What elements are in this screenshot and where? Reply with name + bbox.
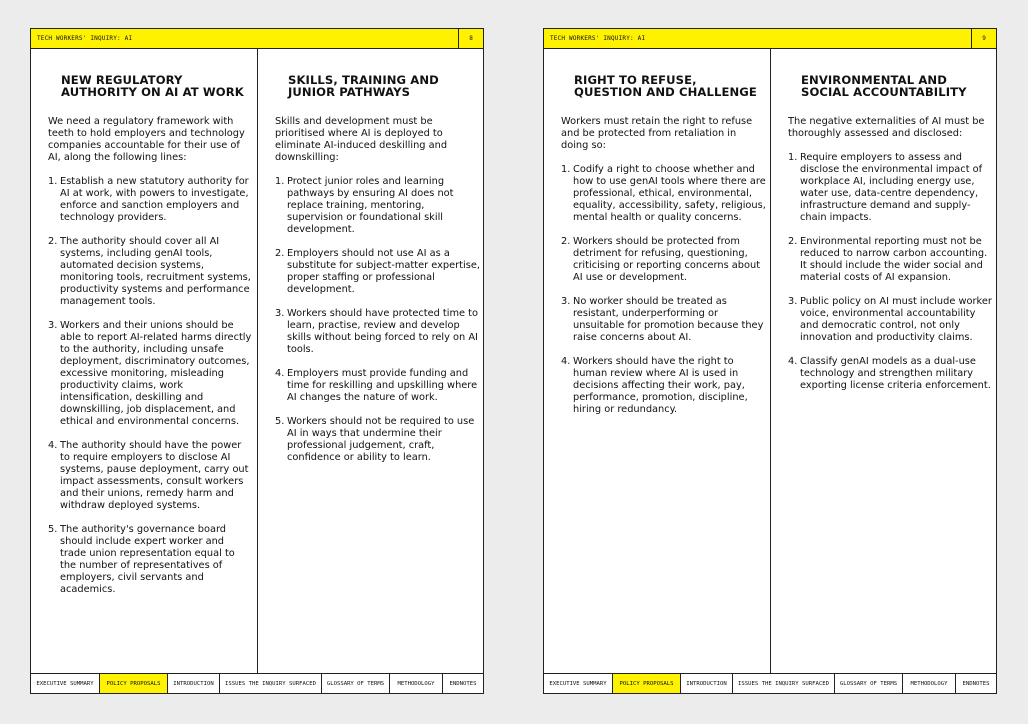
list-item	[275, 248, 480, 296]
section-nav	[31, 673, 483, 693]
nav-tab-policy-proposals[interactable]: POLICY PROPOSALS	[613, 674, 681, 693]
list-item	[561, 164, 766, 224]
list-item	[788, 236, 993, 284]
item-text: Public policy on AI must include worker voice, environmental accountability and democratic control, not only innovation and productivity claims.	[800, 296, 992, 343]
item-text: Establish a new statutory authority for AI at work, with powers to investigate, enforce and sanction employers and technology providers.	[60, 176, 249, 223]
item-number: 3.	[788, 296, 798, 307]
section-intro: Workers must retain the right to refuse and be protected from retaliation in doing so:	[561, 116, 753, 151]
item-number: 2.	[561, 236, 571, 247]
proposal-list	[48, 176, 253, 596]
column-environmental-accountability	[770, 48, 996, 674]
report-title: TECH WORKERS' INQUIRY: AI	[37, 35, 133, 42]
item-number: 3.	[48, 320, 58, 331]
item-number: 5.	[48, 524, 58, 535]
nav-tab-executive-summary[interactable]: EXECUTIVE SUMMARY	[31, 674, 100, 693]
list-item	[275, 368, 480, 404]
item-text: Workers should not be required to use AI in ways that undermine their professional judgement, craft, confidence or ability to learn.	[287, 416, 475, 463]
item-number: 3.	[561, 296, 571, 307]
page-header	[31, 29, 483, 49]
section-body	[788, 116, 993, 404]
section-body	[275, 116, 480, 476]
list-item	[561, 236, 766, 284]
column-regulatory-authority	[31, 48, 257, 674]
item-number: 4.	[48, 440, 58, 451]
item-text: Workers should have the right to human review where AI is used in decisions affecting their work, pay, performance, promotion, discipline, hiring or redundancy.	[573, 356, 748, 415]
nav-tab-policy-proposals[interactable]: POLICY PROPOSALS	[100, 674, 168, 693]
section-heading: RIGHT TO REFUSE, QUESTION AND CHALLENGE	[574, 73, 757, 99]
item-number: 4.	[561, 356, 571, 367]
list-item	[275, 416, 480, 464]
item-text: Workers should be protected from detriment for refusing, questioning, criticising or reporting concerns about AI use or development.	[573, 236, 761, 283]
nav-tab-endnotes[interactable]: ENDNOTES	[449, 680, 477, 687]
list-item	[48, 440, 253, 512]
column-right-to-refuse	[544, 48, 770, 674]
item-number: 4.	[275, 368, 285, 379]
page-left	[30, 28, 484, 694]
list-item	[48, 236, 253, 308]
nav-tab-methodology[interactable]: METHODOLOGY	[390, 674, 443, 693]
nav-tab-issues[interactable]: ISSUES THE INQUIRY SURFACED	[733, 674, 835, 693]
list-item	[788, 296, 993, 344]
page-columns	[544, 48, 996, 674]
item-number: 1.	[275, 176, 285, 187]
section-nav	[544, 673, 996, 693]
item-text: The authority should cover all AI systems, including genAI tools, automated decision systems, monitoring tools, recruitment systems, productivity systems and performance management tools.	[60, 236, 251, 307]
list-item	[788, 152, 993, 224]
item-number: 1.	[561, 164, 571, 175]
proposal-list	[788, 152, 993, 392]
item-text: The authority's governance board should include expert worker and trade union representation equal to the number of representatives of employers, civil servants and academics.	[60, 524, 235, 595]
list-item	[275, 308, 480, 356]
column-skills-training	[257, 48, 483, 674]
item-number: 1.	[48, 176, 58, 187]
section-intro: We need a regulatory framework with teeth to hold employers and technology companies accountable for their use of AI, along the following lines:	[48, 116, 245, 163]
section-body	[48, 116, 253, 608]
list-item	[48, 176, 253, 224]
proposal-list	[275, 176, 480, 464]
item-text: Workers should have protected time to learn, practise, review and develop skills without being forced to rely on AI tools.	[287, 308, 479, 355]
item-number: 2.	[48, 236, 58, 247]
item-number: 2.	[788, 236, 798, 247]
section-body	[561, 116, 766, 428]
item-number: 2.	[275, 248, 285, 259]
page-header	[544, 29, 996, 49]
page-number: 8	[458, 29, 483, 48]
section-heading: ENVIRONMENTAL AND SOCIAL ACCOUNTABILITY	[801, 73, 967, 99]
nav-tab-methodology[interactable]: METHODOLOGY	[903, 674, 956, 693]
nav-tab-introduction[interactable]: INTRODUCTION	[681, 674, 733, 693]
item-number: 4.	[788, 356, 798, 367]
item-text: Employers must provide funding and time for reskilling and upskilling where AI changes the nature of work.	[287, 368, 478, 403]
report-title: TECH WORKERS' INQUIRY: AI	[550, 35, 646, 42]
nav-tab-endnotes[interactable]: ENDNOTES	[962, 680, 990, 687]
section-intro: Skills and development must be prioritised where AI is deployed to eliminate AI-induced deskilling and downskilling:	[275, 116, 448, 163]
list-item	[561, 356, 766, 416]
item-text: Protect junior roles and learning pathways by ensuring AI does not replace training, mentoring, supervision or foundational skill development.	[287, 176, 454, 235]
page-columns	[31, 48, 483, 674]
item-number: 3.	[275, 308, 285, 319]
item-number: 1.	[788, 152, 798, 163]
list-item	[561, 296, 766, 344]
list-item	[48, 320, 253, 428]
section-heading: SKILLS, TRAINING AND JUNIOR PATHWAYS	[288, 73, 439, 99]
nav-tab-glossary[interactable]: GLOSSARY OF TERMS	[835, 674, 903, 693]
item-number: 5.	[275, 416, 285, 427]
page-number: 9	[971, 29, 996, 48]
nav-tab-executive-summary[interactable]: EXECUTIVE SUMMARY	[544, 674, 613, 693]
nav-tab-issues[interactable]: ISSUES THE INQUIRY SURFACED	[220, 674, 322, 693]
nav-tab-introduction[interactable]: INTRODUCTION	[168, 674, 220, 693]
item-text: Employers should not use AI as a substitute for subject-matter expertise, proper staffing or professional development.	[287, 248, 480, 295]
list-item	[788, 356, 993, 392]
item-text: Workers and their unions should be able to report AI-related harms directly to the authority, including unsafe deployment, discriminatory outcomes, excessive monitoring, misleading productivity claims, work intensification, deskilling and downskilling, job displacement, and ethical and environmental concerns.	[60, 320, 252, 427]
section-heading: NEW REGULATORY AUTHORITY ON AI AT WORK	[61, 73, 244, 99]
item-text: The authority should have the power to require employers to disclose AI systems, pause deployment, carry out impact assessments, consult workers and their unions, remedy harm and withdraw deployed systems.	[60, 440, 249, 511]
item-text: Classify genAI models as a dual-use technology and strengthen military exporting license criteria enforcement.	[800, 356, 991, 391]
item-text: No worker should be treated as resistant, underperforming or unsuitable for promotion because they raise concerns about AI.	[573, 296, 764, 343]
item-text: Codify a right to choose whether and how to use genAI tools where there are professional, ethical, environmental, equality, accessibility, safety, religious, mental health or quality concerns.	[573, 164, 766, 223]
list-item	[48, 524, 253, 596]
item-text: Environmental reporting must not be reduced to narrow carbon accounting. It should include the wider social and material costs of AI expansion.	[800, 236, 988, 283]
item-text: Require employers to assess and disclose the environmental impact of workplace AI, including energy use, water use, data-centre dependency, infrastructure demand and supply-chain impacts.	[800, 152, 983, 223]
page-right	[543, 28, 997, 694]
section-intro: The negative externalities of AI must be thoroughly assessed and disclosed:	[788, 116, 985, 139]
list-item	[275, 176, 480, 236]
proposal-list	[561, 164, 766, 416]
nav-tab-glossary[interactable]: GLOSSARY OF TERMS	[322, 674, 390, 693]
